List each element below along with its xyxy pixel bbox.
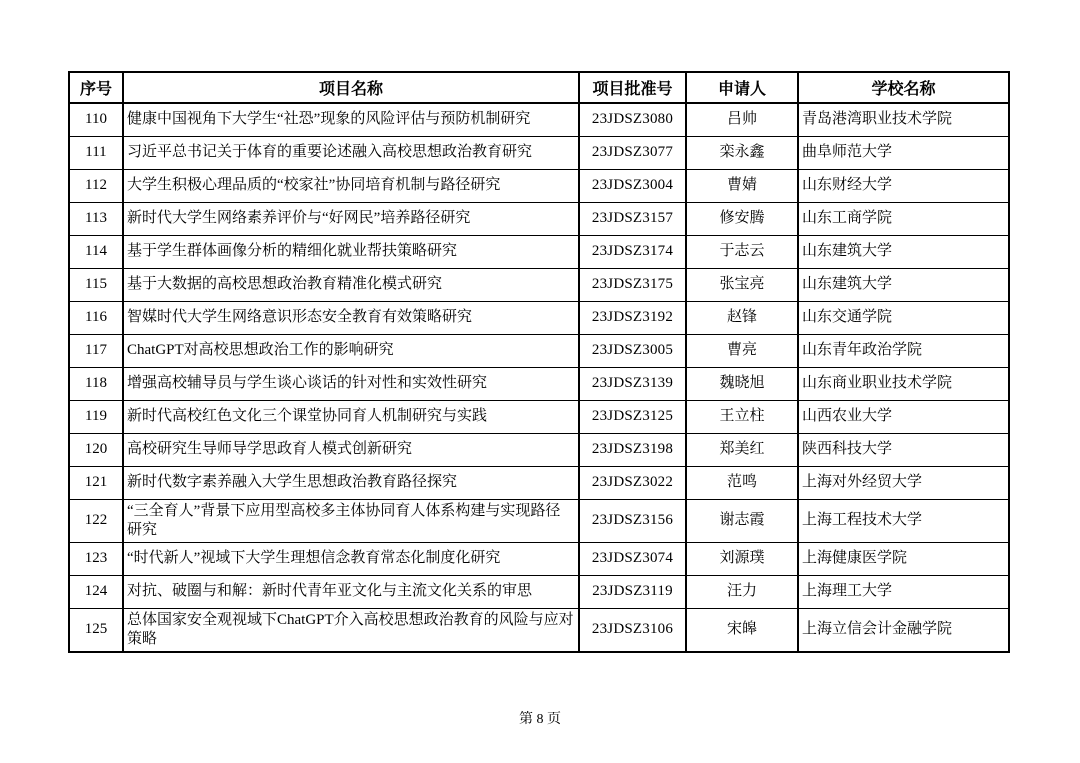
cell-school-name: 山东青年政治学院: [798, 334, 1009, 367]
cell-project-title: 健康中国视角下大学生“社恐”现象的风险评估与预防机制研究: [123, 103, 579, 136]
table-row: [69, 103, 1009, 136]
cell-applicant: 栾永鑫: [686, 136, 798, 169]
cell-project-title: 新时代大学生网络素养评价与“好网民”培养路径研究: [123, 202, 579, 235]
cell-grant-number: 23JDSZ3004: [579, 169, 686, 202]
table-row: [69, 367, 1009, 400]
cell-applicant: 范鸣: [686, 466, 798, 499]
cell-grant-number: 23JDSZ3175: [579, 268, 686, 301]
table-header-row: [69, 72, 1009, 103]
cell-grant-number: 23JDSZ3119: [579, 575, 686, 608]
cell-applicant: 于志云: [686, 235, 798, 268]
cell-grant-number: 23JDSZ3106: [579, 608, 686, 652]
cell-applicant: 曹婧: [686, 169, 798, 202]
cell-applicant: 谢志霞: [686, 499, 798, 542]
page-number-footer: 第 8 页: [519, 712, 561, 727]
cell-school-name: 山东建筑大学: [798, 268, 1009, 301]
cell-project-title: “时代新人”视域下大学生理想信念教育常态化制度化研究: [123, 542, 579, 575]
table-row: [69, 268, 1009, 301]
cell-index: 119: [69, 400, 123, 433]
document-page: [68, 71, 1010, 653]
cell-school-name: 山东工商学院: [798, 202, 1009, 235]
cell-school-name: 上海工程技术大学: [798, 499, 1009, 542]
cell-grant-number: 23JDSZ3174: [579, 235, 686, 268]
cell-project-title: 大学生积极心理品质的“校家社”协同培育机制与路径研究: [123, 169, 579, 202]
cell-school-name: 曲阜师范大学: [798, 136, 1009, 169]
table-row: [69, 202, 1009, 235]
cell-index: 118: [69, 367, 123, 400]
cell-grant-number: 23JDSZ3157: [579, 202, 686, 235]
cell-project-title: 新时代高校红色文化三个课堂协同育人机制研究与实践: [123, 400, 579, 433]
cell-school-name: 山东财经大学: [798, 169, 1009, 202]
cell-index: 125: [69, 608, 123, 652]
table-row: [69, 169, 1009, 202]
cell-school-name: 山东商业职业技术学院: [798, 367, 1009, 400]
col-header-applicant: 申请人: [686, 72, 798, 103]
cell-grant-number: 23JDSZ3192: [579, 301, 686, 334]
cell-grant-number: 23JDSZ3125: [579, 400, 686, 433]
cell-grant-number: 23JDSZ3139: [579, 367, 686, 400]
cell-school-name: 山西农业大学: [798, 400, 1009, 433]
cell-index: 115: [69, 268, 123, 301]
table-row: [69, 136, 1009, 169]
cell-school-name: 上海立信会计金融学院: [798, 608, 1009, 652]
cell-project-title: 习近平总书记关于体育的重要论述融入高校思想政治教育研究: [123, 136, 579, 169]
cell-index: 124: [69, 575, 123, 608]
cell-index: 113: [69, 202, 123, 235]
cell-school-name: 陕西科技大学: [798, 433, 1009, 466]
cell-school-name: 青岛港湾职业技术学院: [798, 103, 1009, 136]
cell-index: 111: [69, 136, 123, 169]
cell-grant-number: 23JDSZ3156: [579, 499, 686, 542]
cell-applicant: 汪力: [686, 575, 798, 608]
cell-grant-number: 23JDSZ3074: [579, 542, 686, 575]
cell-school-name: 上海对外经贸大学: [798, 466, 1009, 499]
cell-applicant: 吕帅: [686, 103, 798, 136]
cell-project-title: 增强高校辅导员与学生谈心谈话的针对性和实效性研究: [123, 367, 579, 400]
col-header-project-name: 项目名称: [123, 72, 579, 103]
col-header-index: 序号: [69, 72, 123, 103]
table-row: [69, 575, 1009, 608]
table-row: [69, 235, 1009, 268]
cell-school-name: 上海健康医学院: [798, 542, 1009, 575]
cell-grant-number: 23JDSZ3080: [579, 103, 686, 136]
col-header-grant-number: 项目批准号: [579, 72, 686, 103]
cell-index: 123: [69, 542, 123, 575]
cell-applicant: 赵锋: [686, 301, 798, 334]
cell-project-title: 新时代数字素养融入大学生思想政治教育路径探究: [123, 466, 579, 499]
cell-index: 116: [69, 301, 123, 334]
cell-index: 114: [69, 235, 123, 268]
table-row: [69, 466, 1009, 499]
table-row: [69, 334, 1009, 367]
cell-project-title: “三全育人”背景下应用型高校多主体协同育人体系构建与实现路径研究: [123, 499, 579, 542]
cell-index: 120: [69, 433, 123, 466]
cell-applicant: 修安腾: [686, 202, 798, 235]
cell-school-name: 上海理工大学: [798, 575, 1009, 608]
cell-project-title: 高校研究生导师导学思政育人模式创新研究: [123, 433, 579, 466]
table-row: [69, 400, 1009, 433]
table-row: [69, 301, 1009, 334]
table-row: [69, 608, 1009, 652]
cell-grant-number: 23JDSZ3022: [579, 466, 686, 499]
cell-applicant: 曹亮: [686, 334, 798, 367]
cell-index: 122: [69, 499, 123, 542]
cell-index: 112: [69, 169, 123, 202]
table-row: [69, 542, 1009, 575]
cell-applicant: 郑美红: [686, 433, 798, 466]
cell-applicant: 魏晓旭: [686, 367, 798, 400]
table-row: [69, 433, 1009, 466]
cell-school-name: 山东建筑大学: [798, 235, 1009, 268]
cell-project-title: 智媒时代大学生网络意识形态安全教育有效策略研究: [123, 301, 579, 334]
cell-grant-number: 23JDSZ3005: [579, 334, 686, 367]
cell-index: 117: [69, 334, 123, 367]
cell-project-title: 对抗、破圈与和解：新时代青年亚文化与主流文化关系的审思: [123, 575, 579, 608]
cell-applicant: 刘源璞: [686, 542, 798, 575]
cell-grant-number: 23JDSZ3077: [579, 136, 686, 169]
cell-applicant: 宋皞: [686, 608, 798, 652]
col-header-school-name: 学校名称: [798, 72, 1009, 103]
cell-project-title: ChatGPT对高校思想政治工作的影响研究: [123, 334, 579, 367]
cell-project-title: 总体国家安全观视域下ChatGPT介入高校思想政治教育的风险与应对策略: [123, 608, 579, 652]
cell-school-name: 山东交通学院: [798, 301, 1009, 334]
projects-table: [68, 71, 1010, 653]
cell-index: 121: [69, 466, 123, 499]
cell-project-title: 基于大数据的高校思想政治教育精准化模式研究: [123, 268, 579, 301]
cell-applicant: 王立柱: [686, 400, 798, 433]
cell-grant-number: 23JDSZ3198: [579, 433, 686, 466]
cell-project-title: 基于学生群体画像分析的精细化就业帮扶策略研究: [123, 235, 579, 268]
table-row: [69, 499, 1009, 542]
cell-applicant: 张宝亮: [686, 268, 798, 301]
cell-index: 110: [69, 103, 123, 136]
